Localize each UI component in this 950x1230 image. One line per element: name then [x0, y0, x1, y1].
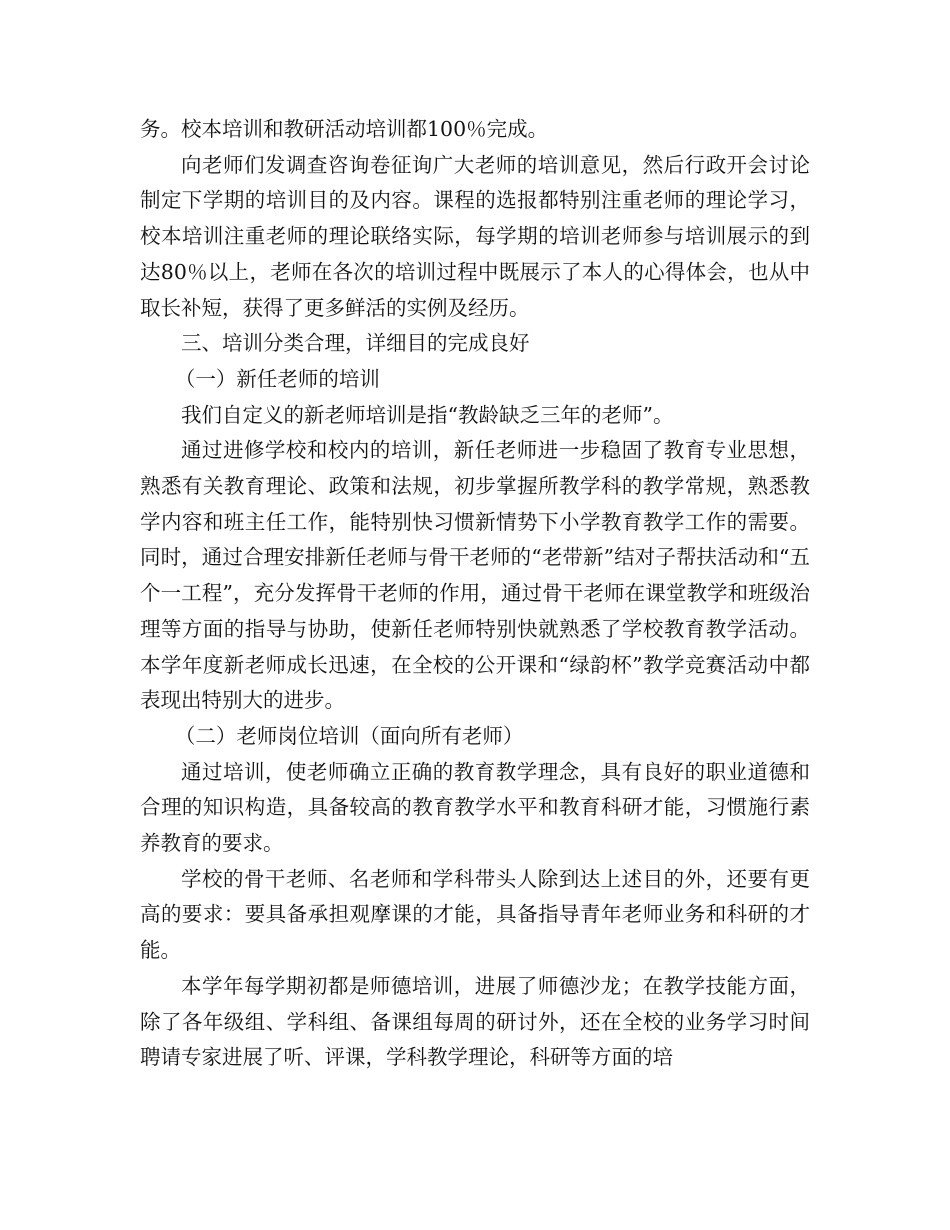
section-heading-3: 三、培训分类合理，详细目的完成良好 [181, 331, 530, 356]
subsection-heading-1: （一）新任老师的培训 [174, 366, 380, 391]
paragraph-new-teacher-definition: 我们自定义的新老师培训是指“教龄缺乏三年的老师”。 [181, 402, 674, 427]
paragraph-backbone-teachers: 学校的骨干老师、名老师和学科带头人除到达上述目的外，还要有更高的要求：要具备承担观摩课的才能，具备指导青年老师业务和科研的才能。 [140, 866, 810, 963]
paragraph-continuation: 务。校本培训和教研活动培训都100％完成。 [140, 117, 549, 141]
paragraph-post-training: 通过培训，使老师确立正确的教育教学理念，具有良好的职业道德和合理的知识构造，具备较高的教育教学水平和教育科研才能，习惯施行素养教育的要求。 [140, 759, 810, 856]
subsection-heading-2: （二）老师岗位培训（面向所有老师） [174, 723, 524, 748]
paragraph-survey: 向老师们发调查咨询卷征询广大老师的培训意见，然后行政开会讨论制定下学期的培训目的及内容。课程的选报都特别注重老师的理论学习，校本培训注重老师的理论联络实际，每学期的培训老师参与培训展示的到达80％以上，老师在各次的培训过程中既展示了本人的心得体会，也从中取长补短，获得了更多鲜活的实例及经历。 [140, 152, 810, 320]
paragraph-ethics-training: 本学年每学期初都是师德培训，进展了师德沙龙；在教学技能方面，除了各年级组、学科组、备课组每周的研讨外，还在全校的业务学习时间聘请专家进展了听、评课，学科教学理论，科研等方面的培 [140, 973, 810, 1070]
document-body [140, 112, 810, 1076]
paragraph-new-teacher-training: 通过进修学校和校内的培训，新任老师进一步稳固了教育专业思想，熟悉有关教育理论、政策和法规，初步掌握所教学科的教学常规，熟悉教学内容和班主任工作，能特别快习惯新情势下小学教育教学工作的需要。同时，通过合理安排新任老师与骨干老师的“老带新”结对子帮扶活动和“五个一工程”，充分发挥骨干老师的作用，通过骨干老师在课堂教学和班级治理等方面的指导与协助，使新任老师特别快就熟悉了学校教育教学活动。本学年度新老师成长迅速，在全校的公开课和“绿韵杯”教学竞赛活动中都表现出特别大的进步。 [140, 438, 810, 713]
